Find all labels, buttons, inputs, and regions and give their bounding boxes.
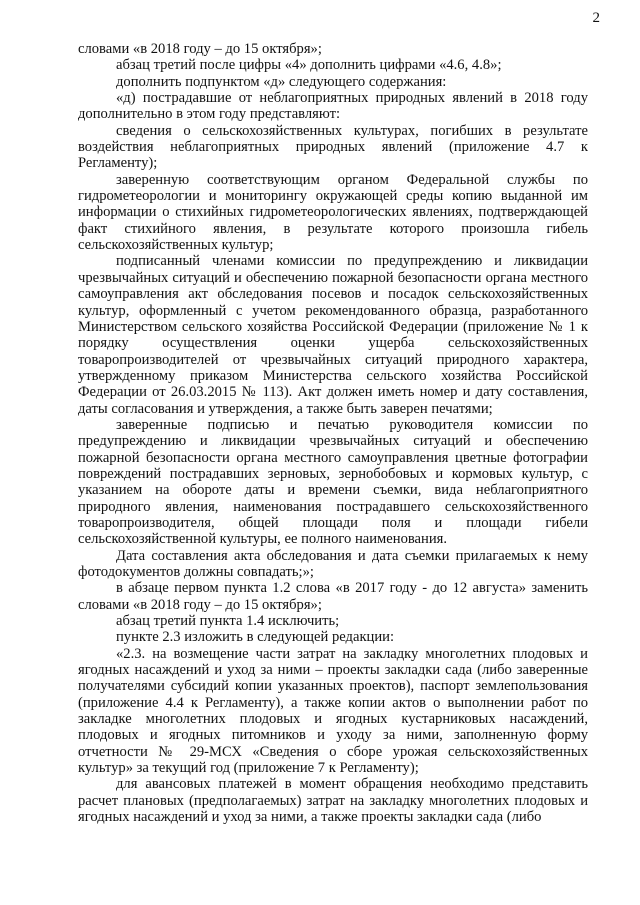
document-body bbox=[78, 41, 588, 826]
paragraph: дополнить подпунктом «д» следующего содержания: bbox=[116, 73, 447, 90]
paragraph: словами «в 2018 году – до 15 октября»; bbox=[78, 41, 322, 57]
paragraph: пункте 2.3 изложить в следующей редакции: bbox=[116, 629, 395, 646]
paragraph: заверенные подписью и печатью руководителя комиссии по предупреждению и ликвидации чрезвычайных ситуаций и обеспечению пожарной безопасности органа местного самоуправления цветные фотографии повреждений пострадавших зерновых, зернобобовых и кормовых культур, с указанием на обороте даты и времени съемки, вида неблагоприятного природного явления, наименования пострадавшего сельскохозяйственного товаропроизводителя, общей площади поля и площади гибели сельскохозяйственной культуры, ее полного наименования. bbox=[78, 416, 588, 548]
paragraph: сведения о сельскохозяйственных культурах, погибших в результате воздействия неблагоприятных природных явлений (приложение 4.7 к Регламенту); bbox=[78, 122, 588, 172]
paragraph: «2.3. на возмещение части затрат на закладку многолетних плодовых и ягодных насаждений и уход за ними – проекты закладки сада (либо заверенные получателями субсидий копии указанных проектов), паспорт землепользования (приложение 4.4 к Регламенту), а также копии актов о выполнении работ по закладке многолетних плодовых и ягодных кустарниковых насаждений, плодовых и ягодных питомников и уходу за ними, заполненную форму отчетности № 29-МСХ «Сведения о сборе урожая сельскохозяйственных культур» за текущий год (приложение 7 к Регламенту); bbox=[78, 645, 588, 777]
paragraph: для авансовых платежей в момент обращения необходимо представить расчет плановых (предполагаемых) затрат на закладку многолетних плодовых и ягодных насаждений и уход за ними, а также проекты закладки сада (либо bbox=[78, 776, 588, 826]
paragraph: заверенную соответствующим органом Федеральной службы по гидрометеорологии и мониторингу окружающей среды копию выданной им информации о стихийных гидрометеорологических явлениях, подтверждающей факт стихийного явления, в результате которого произошла гибель сельскохозяйственных культур; bbox=[78, 171, 588, 254]
paragraph: в абзаце первом пункта 1.2 слова «в 2017 году - до 12 августа» заменить словами «в 2018 году – до 15 октября»; bbox=[78, 580, 588, 613]
page-number: 2 bbox=[592, 10, 600, 26]
paragraph: подписанный членами комиссии по предупреждению и ликвидации чрезвычайных ситуаций и обеспечению пожарной безопасности органа местного самоуправления акт обследования посевов и посадок сельскохозяйственных культур, оформленный с учетом рекомендованного образца, разработанного Министерством сельского хозяйства Российской Федерации (приложение № 1 к порядку осуществления оценки ущерба сельскохозяйственных товаропроизводителей от чрезвычайных ситуаций природного характера, утвержденному приказом Министерства сельского хозяйства Российской Федерации от 26.03.2015 № 113). Акт должен иметь номер и дату составления, даты согласования и утверждения, а также быть заверен печатями; bbox=[78, 253, 588, 417]
paragraph: абзац третий пункта 1.4 исключить; bbox=[116, 613, 340, 630]
paragraph: Дата составления акта обследования и дата съемки прилагаемых к нему фотодокументов должны совпадать;»; bbox=[78, 547, 588, 580]
paragraph: абзац третий после цифры «4» дополнить цифрами «4.6, 4.8»; bbox=[116, 57, 502, 74]
paragraph: «д) пострадавшие от неблагоприятных природных явлений в 2018 году дополнительно в этом году представляют: bbox=[78, 90, 588, 123]
